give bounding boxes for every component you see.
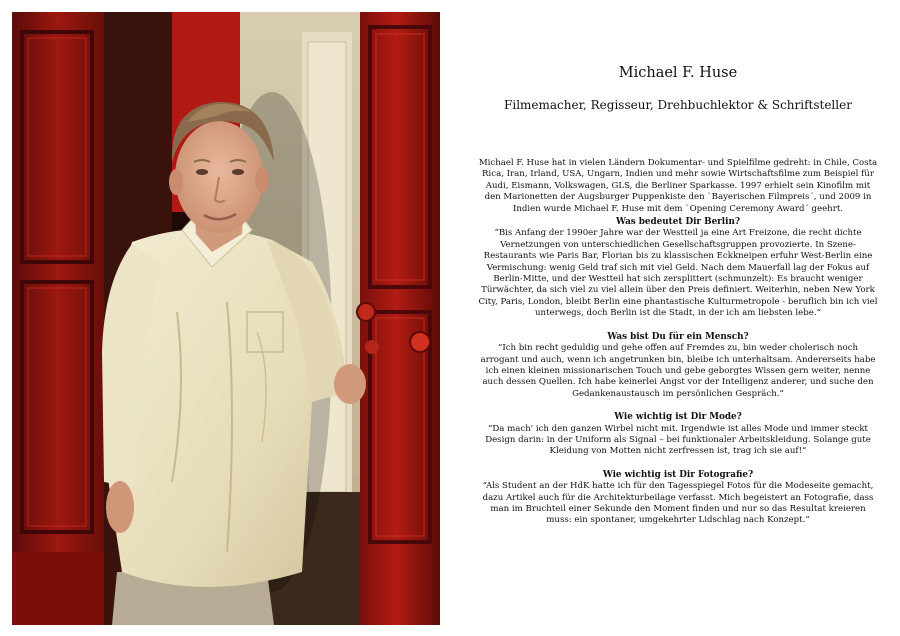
interview-question: Wie wichtig ist Dir Fotografie?	[602, 469, 754, 480]
person-subtitle: Filmemacher, Regisseur, Drehbuchlektor & Schriftsteller	[504, 98, 852, 112]
article-body	[478, 158, 878, 527]
person-name: Michael F. Huse	[618, 65, 738, 81]
interview-question: Was bedeutet Dir Berlin?	[615, 217, 741, 228]
interview-question: Wie wichtig ist Dir Mode?	[614, 412, 742, 423]
interview-answer: “Als Student an der HdK hatte ich für den Tagesspiegel Fotos für die Modeseite gemacht, dazu Artikel auch für die Architekturbeilage verfasst. Mich begeistert an Fotografie, dass man im Bruchteil einer Sekunde den Moment finden und nur so das Resultat kreieren muss: ein spontaner, umgekehrter Lidschlag nach Konzept.“	[482, 481, 874, 526]
interview-answer: “Ich bin recht geduldig und gehe offen auf Fremdes zu, bin weder cholerisch noch arrogant und auch, wenn ich angetrunken bin, bleibe ich unterhaltsam. Andererseits habe ich einen kleinen missionarischen Touch und gebe geborgtes Wissen gern weiter, nenne auch dessen Quellen. Ich habe keinerlei Angst vor der Intelligenz anderer, und suche den Gedankenaustausch im persönlichen Gespräch.“	[480, 343, 876, 399]
interview-question: Was bist Du für ein Mensch?	[607, 331, 749, 342]
intro-paragraph: Michael F. Huse hat in vielen Ländern Dokumentar- und Spielfilme gedreht: in Chile, Costa Rica, Iran, Irland, USA, Ungarn, Indien und mehr sowie Wirtschaftsfilme zum Beispiel für Audi, Eismann, Volkswagen, GLS, die Berliner Sparkasse. 1997 erhielt sein Kinofilm mit den Marionetten der Augsburger Puppenkiste den `Bayerischen Filmpreis´, und 2009 in Indien wurde Michael F. Huse mit dem `Opening Ceremony Award´ geehrt.	[478, 158, 878, 214]
portrait-photo	[12, 12, 440, 625]
interview-answer: “Bis Anfang der 1990er Jahre war der Westteil ja eine Art Freizone, die recht dichte Vernetzungen von unterschiedlichen Gesellschaftsgruppen provozierte. In Szene-Restaurants wie Paris Bar, Florian bis zu klassischen Eckkneipen erfuhr West-Berlin eine Vermischung: wenig Geld traf sich mit viel Geld. Nach dem Mauerfall lag der Fokus auf Berlin-Mitte, und der Westteil hat sich zersplittert (schmunzelt): Es braucht weniger Türwächter, da sich viel zu viel allein über den Preis definiert. Weiterhin, neben New York City, Paris, London, bleibt Berlin eine phantastische Kulturmetropole - beruflich bin ich viel unterwegs, doch Berlin ist die Stadt, in der ich am liebsten lebe.“	[478, 228, 878, 319]
interview-answer: “Da mach' ich den ganzen Wirbel nicht mit. Irgendwie ist alles Mode und immer steckt Design darin: in der Uniform als Signal – bei funktionaler Arbeitskleidung. Solange gute Kleidung von Motten nicht zerfressen ist, trag ich sie auf!“	[485, 423, 871, 457]
